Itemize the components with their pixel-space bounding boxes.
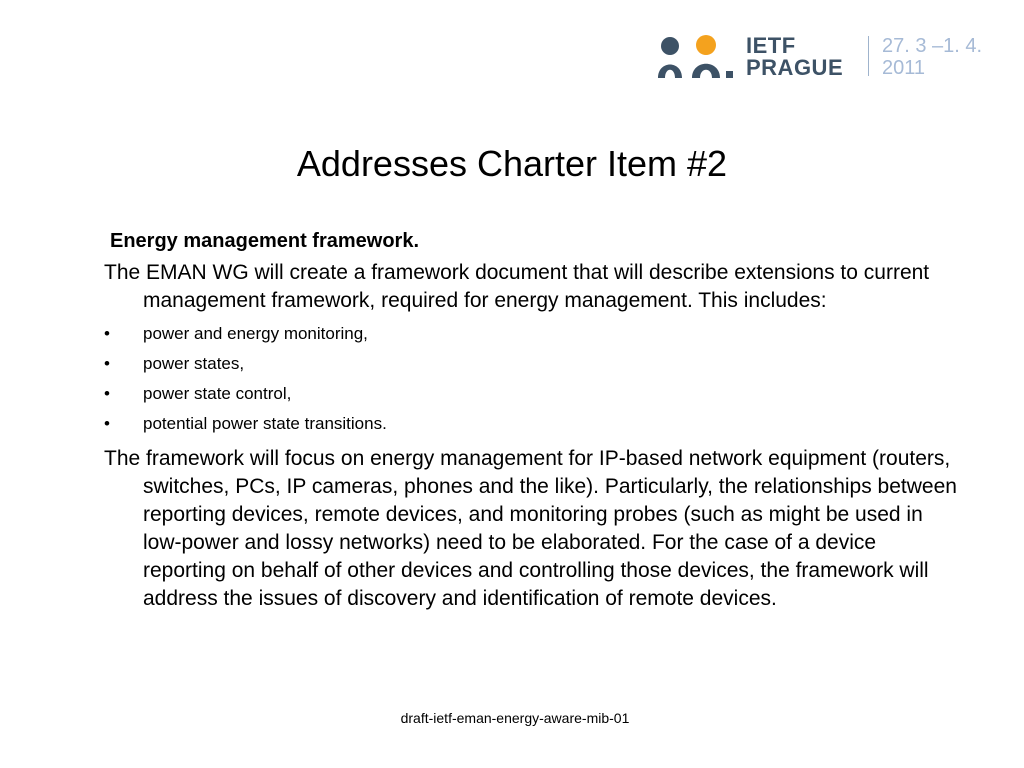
bullet-text: power state control, — [143, 384, 292, 403]
bullet-list — [104, 319, 964, 439]
framework-paragraph: The framework will focus on energy management for IP-based network equipment (routers, switches, PCs, IP cameras, phones and the like). Particularly, the relationships between reporting devices, remote devices, and monitoring probes (such as might be used in low-power and lossy networks) need to be elaborated. For the case of a device reporting on behalf of other devices and controlling those devices, the framework will address the issues of discovery and identification of remote devices. — [104, 447, 957, 610]
bullet-glyph: • — [104, 384, 110, 403]
bullet-text: power states, — [143, 354, 245, 373]
bullet-glyph: • — [104, 354, 110, 373]
bullet-text: potential power state transitions. — [143, 414, 387, 433]
slide-title: Addresses Charter Item #2 — [296, 143, 728, 184]
bullet-item — [104, 319, 964, 349]
ietf-prague-logo — [656, 34, 1006, 82]
logo-word-ietf: IETF — [746, 33, 796, 58]
intro-paragraph: The EMAN WG will create a framework document that will describe extensions to current management framework, required for energy management. This includes: — [104, 261, 930, 312]
bullet-item — [104, 379, 964, 409]
logo-wordmark — [746, 35, 843, 79]
ietf-people-icon — [656, 34, 736, 82]
bullet-glyph: • — [104, 324, 110, 343]
slide-footer: draft-ietf-eman-energy-aware-mib-01 — [400, 710, 630, 726]
logo-word-prague: PRAGUE — [746, 55, 844, 80]
logo-date — [882, 35, 982, 79]
slide-body — [104, 228, 964, 613]
bullet-glyph: • — [104, 414, 110, 433]
logo-date-year: 2011 — [882, 57, 926, 79]
bullet-item — [104, 409, 964, 439]
bullet-item — [104, 349, 964, 379]
logo-date-range: 27. 3 –1. 4. — [882, 35, 983, 57]
bullet-text: power and energy monitoring, — [143, 324, 368, 343]
slide-subheading: Energy management framework. — [110, 230, 419, 252]
logo-separator — [868, 36, 869, 76]
